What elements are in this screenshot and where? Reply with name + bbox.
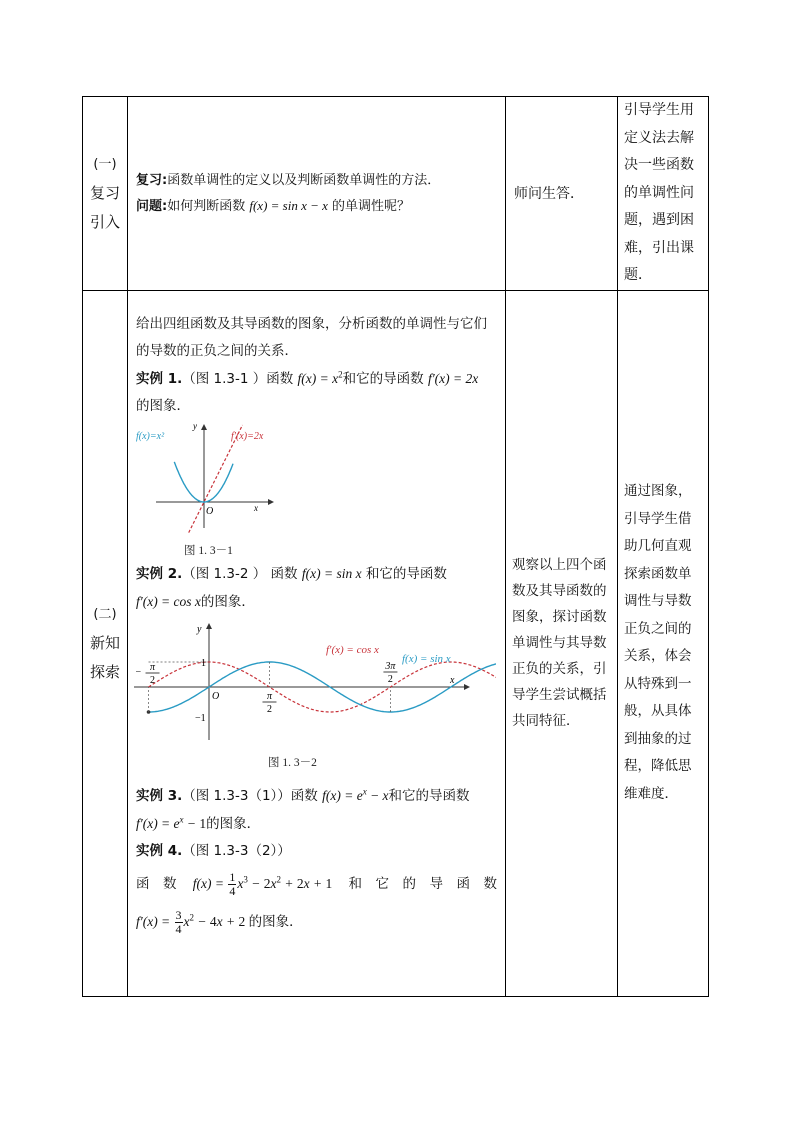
- example-1-post: 的图象．: [136, 397, 190, 414]
- stage-cell-explore: [83, 290, 128, 996]
- example-4-pre: 函 数: [136, 875, 177, 892]
- question-line: [136, 193, 497, 219]
- tick-pi-over-2-den: 2: [266, 703, 272, 715]
- example-1-label: 实例 1.: [136, 370, 183, 387]
- example-3: [136, 782, 497, 838]
- stage-title-line1: 复习: [89, 183, 120, 202]
- question-label: 问题:: [136, 198, 168, 214]
- example-2: [136, 560, 497, 616]
- example-4-derivative-line: [136, 903, 497, 941]
- activity-text: 观察以上四个函数及其导函数的图象，探讨函数单调性与其导数正负的关系，引导学生尝试概括共同特征．: [512, 557, 607, 729]
- example-4-function-line: [136, 865, 497, 903]
- row-review: [83, 97, 709, 291]
- question-text-pre: 如何判断函数: [167, 198, 246, 214]
- review-text: 函数单调性的定义以及判断函数单调性的方法．: [167, 172, 441, 188]
- label-cos: f′(x) = cos x: [326, 643, 379, 656]
- tick-pi-over-2-num: π: [266, 690, 272, 702]
- stage-title-line2: 探索: [89, 662, 120, 681]
- example-2-pre: 函数: [270, 565, 298, 582]
- intent-cell-explore: [618, 290, 709, 996]
- activity-cell-review: [506, 97, 618, 291]
- example-4-label: 实例 4.: [136, 842, 183, 859]
- tick-neg-pi-over-2-num: π: [150, 661, 156, 673]
- figure-1: [136, 420, 497, 556]
- example-2-ref: （图 1.3-2 ）: [182, 565, 267, 582]
- label-sin: f(x) = sin x: [402, 652, 451, 665]
- example-4-f: f(x) = $\frac{1}{4}$ $x^3 - 2x^2 + 2x + 1$: [192, 869, 333, 898]
- tick-neg-one: −1: [195, 712, 206, 724]
- y-axis-label: y: [197, 623, 202, 635]
- y-axis-arrow: [201, 424, 207, 430]
- question-text-post: 的单调性呢？: [332, 198, 411, 214]
- stage-title-line2: 引入: [89, 212, 120, 231]
- activity-cell-explore: [506, 290, 618, 996]
- example-4: [136, 838, 497, 865]
- figure-2-caption: 图 1. 3－2: [268, 756, 317, 769]
- example-2-post: 的图象．: [200, 593, 255, 610]
- example-3-df: $f'(x) = e^x - 1$: [136, 814, 207, 831]
- example-2-f: f(x) = sin x: [301, 565, 362, 581]
- figure-2: [136, 622, 497, 782]
- x-axis-arrow: [268, 499, 274, 505]
- example-3-f: $f(x) = e^x - x$: [322, 786, 389, 803]
- example-3-mid: 和它的导函数: [388, 787, 470, 804]
- content-cell-explore: [128, 290, 506, 996]
- tick-3pi-over-2-num: 3π: [385, 660, 396, 672]
- example-1-f: $f(x) = x^2$: [297, 369, 343, 386]
- stage-cell-review: [83, 97, 128, 291]
- origin-label: O: [206, 505, 214, 517]
- figure-1-caption: 图 1. 3－1: [184, 544, 233, 557]
- content-cell-review: [128, 97, 506, 291]
- example-1-pre: 函数: [266, 370, 294, 387]
- example-3-ref: （图 1.3-3（1））: [182, 787, 291, 804]
- review-line: [136, 168, 497, 193]
- question-formula: f(x) = sin x − x: [249, 197, 328, 213]
- example-1-ref: （图 1.3-1 ）: [182, 370, 267, 387]
- intent-text: 引导学生用定义法去解决一些函数的单调性问题，遇到困难，引出课题．: [624, 102, 694, 283]
- example-2-df: f′(x) = cos x: [136, 593, 201, 609]
- intent-cell-review: [618, 97, 709, 291]
- tick-one: 1: [201, 657, 206, 669]
- figure-1-graph: [136, 422, 296, 534]
- review-label: 复习:: [136, 172, 168, 188]
- stage-number: (二): [93, 606, 117, 622]
- y-axis-label: y: [193, 421, 197, 431]
- x-axis-label: x: [254, 502, 258, 513]
- tick-neg-pi-over-2-den: 2: [150, 674, 156, 686]
- activity-text: 师问生答．: [514, 186, 584, 203]
- x-axis-arrow: [464, 684, 470, 690]
- example-1-df: f′(x) = 2x: [427, 370, 479, 386]
- label-f-prime-2x: f′(x)=2x: [231, 430, 264, 442]
- tick-3pi-over-2-den: 2: [387, 673, 393, 685]
- example-3-label: 实例 3.: [136, 787, 183, 804]
- example-1: [136, 365, 497, 420]
- example-3-pre: 函数: [290, 787, 318, 804]
- example-4-ref: （图 1.3-3（2））: [182, 842, 291, 859]
- origin-label: O: [212, 690, 220, 702]
- example-4-df: f′(x) = $\frac{3}{4}$ $x^2 - 4x + 2$: [136, 907, 246, 936]
- example-2-label: 实例 2.: [136, 565, 183, 582]
- neg-sign: −: [135, 666, 142, 678]
- example-3-post: 的图象．: [206, 815, 261, 832]
- y-axis-arrow: [206, 623, 212, 629]
- figure-2-graph: [134, 622, 496, 747]
- stage-number: (一): [93, 156, 117, 172]
- example-4-mid: 和 它 的 导 函 数: [348, 875, 497, 892]
- lesson-plan-table: [82, 96, 709, 997]
- example-2-mid: 和它的导函数: [365, 565, 447, 582]
- x-axis-label: x: [450, 674, 455, 686]
- row-explore: [83, 290, 709, 996]
- stage-title-line1: 新知: [89, 633, 120, 652]
- label-f-x-squared: f(x)=x²: [136, 430, 165, 442]
- intent-text: 通过图象，引导学生借助几何直观探索函数单调性与导数正负之间的关系，体会从特殊到一般，从具体到抽象的过程，降低思维难度．: [624, 483, 692, 802]
- intro-paragraph: 给出四组函数及其导函数的图象，分析函数的单调性与它们的导数的正负之间的关系．: [136, 315, 487, 359]
- example-4-post: 的图象．: [248, 913, 303, 930]
- example-1-mid: 和它的导函数: [342, 370, 424, 387]
